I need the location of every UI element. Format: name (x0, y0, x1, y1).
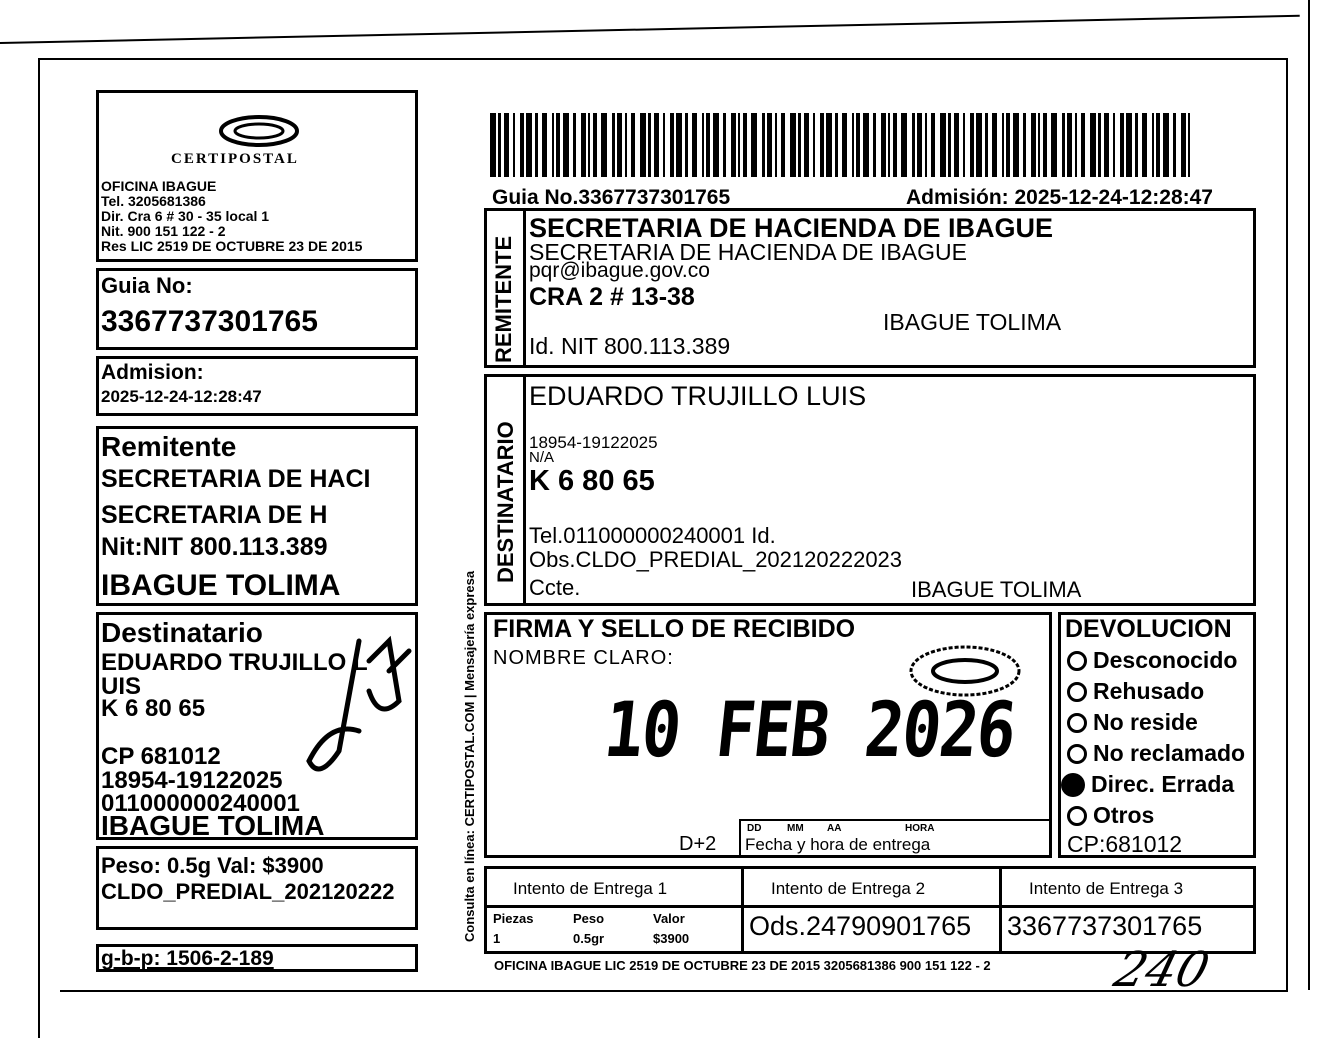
admision-value: 2025-12-24-12:28:47 (101, 387, 262, 406)
barcode-bar (625, 113, 627, 177)
barcode-bar (648, 113, 651, 177)
right-remitente-name2: SECRETARIA DE HACIENDA DE IBAGUE (529, 239, 967, 265)
barcode-bar (1188, 113, 1190, 177)
fecha-hora: HORA (905, 823, 935, 834)
ods-value: Ods.24790901765 (749, 911, 972, 941)
right-remitente-city: IBAGUE TOLIMA (883, 309, 1062, 335)
barcode-bar (954, 113, 959, 177)
piezas-value: 1 (493, 931, 501, 946)
footer-text: OFICINA IBAGUE LIC 2519 DE OCTUBRE 23 DE 2015 3205681386 900 151 122 - 2 (494, 958, 991, 973)
devolucion-option[interactable] (1067, 769, 1245, 800)
radio-circle-icon (1061, 773, 1085, 797)
barcode-bar (713, 113, 719, 177)
barcode-bar (640, 113, 646, 177)
devolucion-option-label: Otros (1093, 802, 1155, 828)
fecha-dd: DD (747, 823, 762, 834)
barcode-bar (1126, 113, 1132, 177)
fecha-label: Fecha y hora de entrega (745, 835, 931, 854)
intento-2: Intento de Entrega 2 (771, 879, 926, 898)
destinatario-tab: DESTINATARIO (493, 421, 518, 583)
remitente-tab: REMITENTE (491, 235, 516, 363)
dir-label: Dir. Cra 6 # 30 - 35 local 1 (101, 208, 270, 224)
oficina-label: OFICINA IBAGUE (101, 178, 217, 194)
barcode-bar (1023, 113, 1026, 177)
barcode-bar (1135, 113, 1138, 177)
right-remitente-email: pqr@ibague.gov.co (529, 259, 710, 282)
barcode-bar (992, 113, 997, 177)
barcode-bar (670, 113, 674, 177)
intento-1: Intento de Entrega 1 (513, 879, 668, 898)
barcode-bar (556, 113, 560, 177)
right-destinatario-tel: Tel.011000000240001 Id. (529, 523, 776, 548)
frame-left-line (38, 58, 40, 1038)
devolucion-option[interactable] (1067, 738, 1245, 769)
right-destinatario-ccte: Ccte. (529, 575, 581, 600)
barcode-bar (731, 113, 736, 177)
barcode-bar (1113, 113, 1115, 177)
barcode-bar (1120, 113, 1124, 177)
right-destinatario-name: EDUARDO TRUJILLO LUIS (529, 381, 867, 411)
devolucion-option-label: No reside (1093, 709, 1198, 735)
barcode-bar (743, 113, 747, 177)
devolucion-cp: CP:681012 (1067, 831, 1183, 857)
destinatario-line3: K 6 80 65 (101, 695, 206, 722)
barcode-bar (588, 113, 590, 177)
devolucion-options (1067, 645, 1245, 831)
barcode-bar (751, 113, 757, 177)
fecha-divider-h (739, 819, 1051, 821)
devolucion-option-label: No reclamado (1093, 740, 1246, 766)
radio-circle-icon (1067, 682, 1087, 702)
destinatario-divider (523, 377, 526, 603)
barcode-bar (963, 113, 965, 177)
right-destinatario-city: IBAGUE TOLIMA (911, 577, 1082, 602)
certipostal-logo-icon (214, 113, 304, 153)
devolucion-title: DEVOLUCION (1065, 615, 1232, 643)
barcode-bar (798, 113, 801, 177)
fecha-aa: AA (827, 823, 842, 834)
right-destinatario-na: N/A (529, 449, 555, 466)
barcode-bar (706, 113, 710, 177)
devolucion-option[interactable] (1067, 645, 1245, 676)
barcode-bar (1090, 113, 1096, 177)
destinatario-line4: CP 681012 (101, 743, 221, 770)
intentos-vdivider2 (999, 869, 1002, 951)
right-remitente-box (484, 208, 1256, 368)
barcode-bar (893, 113, 897, 177)
barcode-bar (676, 113, 682, 177)
destinatario-line2: UIS (101, 673, 142, 700)
barcode-bar (526, 113, 532, 177)
left-header-box (96, 90, 418, 262)
right-destinatario-address: K 6 80 65 (529, 465, 655, 497)
devolucion-option-label: Rehusado (1093, 678, 1205, 704)
barcode-bar (970, 113, 974, 177)
barcode-bar (1075, 113, 1077, 177)
remitente-line4: IBAGUE TOLIMA (101, 569, 341, 602)
barcode-bar (820, 113, 824, 177)
admision-box (96, 356, 418, 416)
destinatario-line1: EDUARDO TRUJILLO L (101, 649, 368, 676)
barcode-bar (881, 113, 886, 177)
barcode-bar (948, 113, 951, 177)
barcode-bar (702, 113, 704, 177)
peso-value-right: 0.5gr (573, 931, 605, 946)
fecha-mm: MM (787, 823, 804, 834)
firma-d2: D+2 (679, 833, 717, 855)
barcode (490, 113, 1190, 177)
radio-circle-icon (1067, 713, 1087, 733)
barcode-bar (873, 113, 876, 177)
barcode-bar (593, 113, 597, 177)
barcode-bar (1006, 113, 1010, 177)
barcode-bar (552, 113, 554, 177)
barcode-bar (1098, 113, 1101, 177)
barcode-bar (931, 113, 935, 177)
guia-box (96, 268, 418, 350)
devolucion-option-label: Direc. Errada (1091, 771, 1235, 797)
barcode-bar (901, 113, 907, 177)
barcode-bar (581, 113, 586, 177)
barcode-bar (863, 113, 869, 177)
peso-label-right: Peso (573, 911, 605, 926)
barcode-bar (542, 113, 547, 177)
barcode-bar (1156, 113, 1160, 177)
destinatario-line5: 18954-19122025 (101, 767, 283, 794)
barcode-bar (617, 113, 622, 177)
barcode-bar (663, 113, 665, 177)
radio-circle-icon (1067, 651, 1087, 671)
barcode-bar (976, 113, 982, 177)
remitente-label: Remitente (101, 431, 237, 462)
vertical-note: Consulta en línea: CERTIPOSTAL.COM | Mensajería expresa (462, 570, 477, 942)
barcode-bar (842, 113, 847, 177)
devolucion-option-label: Desconocido (1093, 647, 1238, 673)
barcode-bar (917, 113, 922, 177)
right-remitente-address: CRA 2 # 13-38 (529, 283, 695, 311)
barcode-bar (1031, 113, 1036, 177)
intentos-vdivider1 (741, 869, 744, 951)
barcode-bar (1152, 113, 1154, 177)
firma-title: FIRMA Y SELLO DE RECIBIDO (493, 615, 856, 643)
barcode-bar (612, 113, 615, 177)
gbp-box (96, 944, 418, 972)
right-destinatario-ref: 18954-19122025 (529, 433, 658, 452)
remitente-line1: SECRETARIA DE HACI (101, 465, 371, 493)
barcode-bar (1013, 113, 1019, 177)
fecha-divider-v (739, 819, 741, 855)
frame-top-line (0, 15, 1300, 44)
barcode-bar (1043, 113, 1047, 177)
devolucion-box (1058, 612, 1256, 858)
barcode-bar (912, 113, 915, 177)
barcode-bar (631, 113, 635, 177)
gbp-label: g-b-p: 1506-2-189 (101, 947, 274, 970)
stamp-date: 10 FEB 2026 (600, 685, 1019, 774)
barcode-bar (563, 113, 569, 177)
res-label: Res LIC 2519 DE OCTUBRE 23 DE 2015 (101, 238, 363, 254)
peso-label: Peso: 0.5g Val: $3900 (101, 853, 324, 878)
destinatario-line7: IBAGUE TOLIMA (101, 810, 325, 841)
barcode-bar (1051, 113, 1057, 177)
barcode-bar (835, 113, 838, 177)
admision-label: Admision: (101, 361, 204, 384)
destinatario-box (96, 612, 418, 840)
nit-label: Nit. 900 151 122 - 2 (101, 223, 226, 239)
barcode-bar (654, 113, 659, 177)
barcode-bar (775, 113, 777, 177)
firma-nombre: NOMBRE CLARO: (493, 647, 674, 669)
barcode-bar (601, 113, 607, 177)
radio-circle-icon (1067, 744, 1087, 764)
barcode-bar (573, 113, 576, 177)
barcode-bar (513, 113, 515, 177)
devolucion-option[interactable] (1067, 707, 1245, 738)
barcode-bar (723, 113, 726, 177)
remitente-line2: SECRETARIA DE H (101, 501, 328, 529)
destinatario-line6: 011000000240001 (101, 790, 300, 817)
frame-right-edge (1308, 0, 1310, 990)
tel-label: Tel. 3205681386 (101, 193, 206, 209)
barcode-bar (781, 113, 785, 177)
frame-bottom-line (60, 990, 1288, 992)
guia-label: Guia No: (101, 273, 193, 298)
guia-number: 3367737301765 (101, 305, 318, 338)
barcode-bar (738, 113, 740, 177)
firma-box (484, 612, 1052, 858)
handwritten-signature (299, 631, 419, 791)
barcode-bar (856, 113, 860, 177)
radio-circle-icon (1067, 806, 1087, 826)
barcode-bar (490, 113, 496, 177)
barcode-bar (767, 113, 772, 177)
barcode-bar (940, 113, 946, 177)
right-destinatario-obs: Obs.CLDO_PREDIAL_202120222023 (529, 547, 903, 572)
right-remitente-id: Id. NIT 800.113.389 (529, 333, 731, 359)
barcode-bar (1142, 113, 1147, 177)
valor-label: Valor (653, 911, 685, 926)
remitente-line3: Nit:NIT 800.113.389 (101, 533, 328, 561)
barcode-bar (535, 113, 538, 177)
barcode-bar (813, 113, 815, 177)
guia-bottom: 3367737301765 (1007, 911, 1203, 941)
barcode-bar (520, 113, 524, 177)
right-remitente-name: SECRETARIA DE HACIENDA DE IBAGUE (529, 213, 1054, 243)
barcode-bar (1038, 113, 1040, 177)
handwritten-number: 240 (1108, 942, 1216, 998)
right-guia: Guia No.3367737301765 (492, 186, 731, 209)
remitente-box (96, 426, 418, 606)
logo-text: CERTIPOSTAL (171, 151, 299, 167)
frame-inner-top-line (38, 58, 1288, 60)
barcode-bar (1062, 113, 1065, 177)
remitente-divider (523, 211, 526, 365)
barcode-bar (804, 113, 809, 177)
peso-box (96, 846, 418, 930)
cldo-label: CLDO_PREDIAL_202120222 (101, 879, 395, 904)
barcode-bar (888, 113, 890, 177)
valor-value: $3900 (653, 931, 690, 946)
piezas-label: Piezas (493, 911, 534, 926)
barcode-bar (692, 113, 697, 177)
barcode-bar (985, 113, 988, 177)
barcode-bar (1104, 113, 1109, 177)
barcode-bar (685, 113, 688, 177)
barcode-bar (1002, 113, 1004, 177)
right-admision: Admisión: 2025-12-24-12:28:47 (906, 186, 1213, 209)
right-destinatario-box (484, 374, 1256, 606)
barcode-bar (826, 113, 832, 177)
devolucion-option[interactable] (1067, 676, 1245, 707)
barcode-bar (1067, 113, 1072, 177)
intentos-box (484, 866, 1256, 954)
barcode-bar (852, 113, 854, 177)
barcode-bar (504, 113, 509, 177)
barcode-bar (790, 113, 796, 177)
devolucion-option[interactable] (1067, 800, 1245, 831)
barcode-bar (925, 113, 927, 177)
destinatario-label: Destinatario (101, 617, 263, 648)
frame-right-line (1286, 60, 1288, 990)
intentos-hdivider (487, 905, 1253, 908)
barcode-bar (498, 113, 501, 177)
barcode-bar (762, 113, 765, 177)
barcode-bar (1163, 113, 1169, 177)
intento-3: Intento de Entrega 3 (1029, 879, 1184, 898)
barcode-bar (1173, 113, 1176, 177)
barcode-bar (1081, 113, 1085, 177)
barcode-bar (1181, 113, 1186, 177)
